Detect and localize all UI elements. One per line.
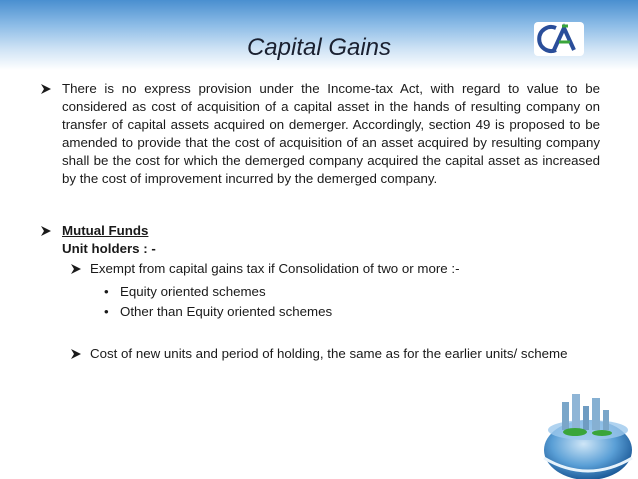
mutual-funds-heading: Mutual Funds — [62, 223, 149, 238]
arrow-bullet-icon — [40, 225, 52, 237]
city-globe-icon — [530, 388, 638, 479]
demerger-paragraph: There is no express provision under the Income-tax Act, with regard to value to be considered as cost of acquisition of a capital asset in the hands of resulting company on transfer of capital assets acquired on demerger. Accordingly, section 49 is proposed to be amended to provide that the cost of acquisition of an asset acquired by resulting company shall be the cost for which the demerged company acquired the capital asset as increased by the cost of improvement incurred by the demerged company. — [62, 81, 600, 186]
bullet-equity: Equity oriented schemes — [120, 284, 266, 299]
arrow-bullet-icon — [70, 263, 82, 275]
slide-title: Capital Gains — [246, 34, 392, 61]
bullet-other: Other than Equity oriented schemes — [120, 304, 333, 319]
ca-logo — [534, 22, 584, 56]
dot-bullet-icon: • — [104, 284, 109, 299]
arrow-bullet-icon — [40, 83, 52, 95]
exempt-item: Exempt from capital gains tax if Consolidation of two or more :- — [90, 261, 460, 276]
ca-logo-icon — [534, 22, 584, 56]
arrow-bullet-icon — [70, 348, 82, 360]
cost-item: Cost of new units and period of holding, the same as for the earlier units/ scheme — [90, 346, 568, 361]
unit-holders-heading: Unit holders : - — [62, 241, 156, 256]
dot-bullet-icon: • — [104, 304, 109, 319]
